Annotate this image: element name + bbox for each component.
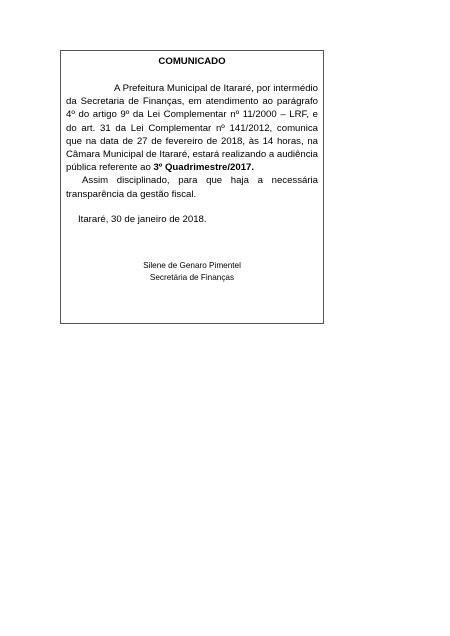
notice-paragraph-main bbox=[66, 82, 318, 174]
notice-paragraph-main-text: A Prefeitura Municipal de Itararé, por intermédio da Secretaria de Finanças, em atendimento ao parágrafo 4º do artigo 9º da Lei Complementar nº 11/2000 – LRF, e do art. 31 da Lei Complementar nº 141/2012, comunica que na data de 27 de fevereiro de 2018, às 14 horas, na Câmara Municipal de Itararé, estará realizando a audiência pública referente ao bbox=[66, 83, 318, 174]
notice-paragraph-closing: Assim disciplinado, para que haja a necessária transparência da gestão fiscal. bbox=[66, 175, 318, 200]
signatory-title: Secretária de Finanças bbox=[149, 272, 235, 282]
signature-block bbox=[66, 260, 318, 284]
notice-title: COMUNICADO bbox=[158, 56, 226, 67]
signatory-name: Silene de Genaro Pimentel bbox=[143, 260, 241, 270]
notice-box bbox=[60, 50, 324, 324]
notice-period-highlight: 3º Quadrimestre/2017. bbox=[153, 162, 255, 174]
notice-date-line: Itararé, 30 de janeiro de 2018. bbox=[78, 213, 207, 225]
